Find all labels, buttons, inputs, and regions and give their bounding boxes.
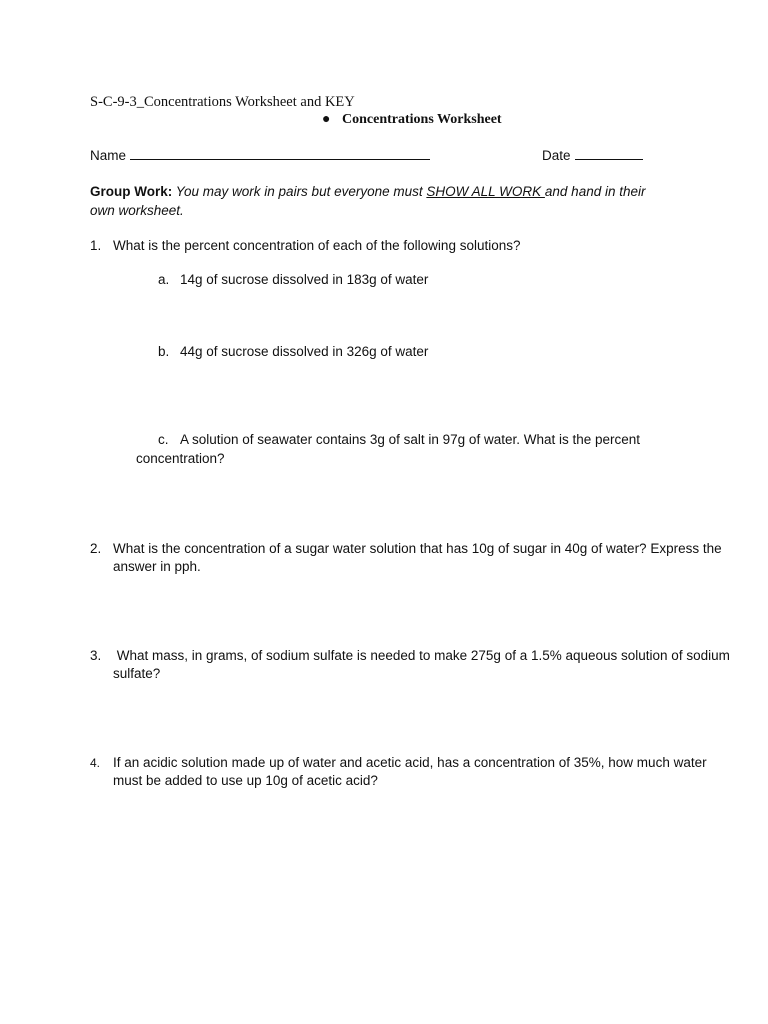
question-1-part-a (158, 272, 428, 287)
question-number: 1. (90, 238, 102, 253)
date-field (542, 146, 643, 163)
group-work-instructions (90, 182, 650, 220)
name-label: Name (90, 148, 127, 163)
question-number: 3. (90, 648, 102, 663)
date-blank-line (575, 146, 643, 160)
question-text: What is the percent concentration of each of the following solutions? (113, 238, 521, 253)
part-text: A solution of seawater contains 3g of salt in 97g of water. What is the percent (180, 432, 641, 447)
question-1 (0, 237, 768, 257)
date-label: Date (542, 148, 571, 163)
name-blank-line (130, 146, 430, 160)
question-text: If an acidic solution made up of water and acetic acid, has a concentration of 35%, how much water (113, 755, 707, 770)
part-letter: a. (158, 272, 170, 287)
question-1-part-b (158, 344, 428, 359)
question-number: 4. (90, 756, 101, 770)
question-1-part-c (158, 432, 640, 447)
question-text: What is the concentration of a sugar water solution that has 10g of sugar in 40g of water? Express the (113, 541, 722, 556)
question-2-continuation: answer in pph. (113, 559, 201, 574)
group-work-underlined: SHOW ALL WORK (426, 184, 545, 199)
worksheet-heading-text: Concentrations Worksheet (342, 112, 502, 127)
question-number: 2. (90, 541, 102, 556)
group-work-text-after: and hand in their own worksheet. (90, 184, 646, 218)
group-work-label: Group Work: (90, 184, 173, 199)
part-text: 14g of sucrose dissolved in 183g of water (180, 272, 429, 287)
part-letter: b. (158, 344, 170, 359)
part-letter: c. (158, 432, 169, 447)
question-3-continuation: sulfate? (113, 666, 161, 681)
document-title: S-C-9-3_Concentrations Worksheet and KEY (90, 94, 355, 110)
question-text: What mass, in grams, of sodium sulfate is needed to make 275g of a 1.5% aqueous solution of sodium (113, 648, 730, 663)
name-field (90, 146, 430, 163)
bullet-icon: ● (322, 112, 331, 127)
worksheet-heading (322, 112, 502, 128)
question-1-part-c-continuation: concentration? (136, 451, 225, 466)
group-work-text-before: You may work in pairs but everyone must (172, 184, 427, 199)
question-4-continuation: must be added to use up 10g of acetic acid? (113, 773, 378, 788)
part-text: 44g of sucrose dissolved in 326g of water (180, 344, 429, 359)
